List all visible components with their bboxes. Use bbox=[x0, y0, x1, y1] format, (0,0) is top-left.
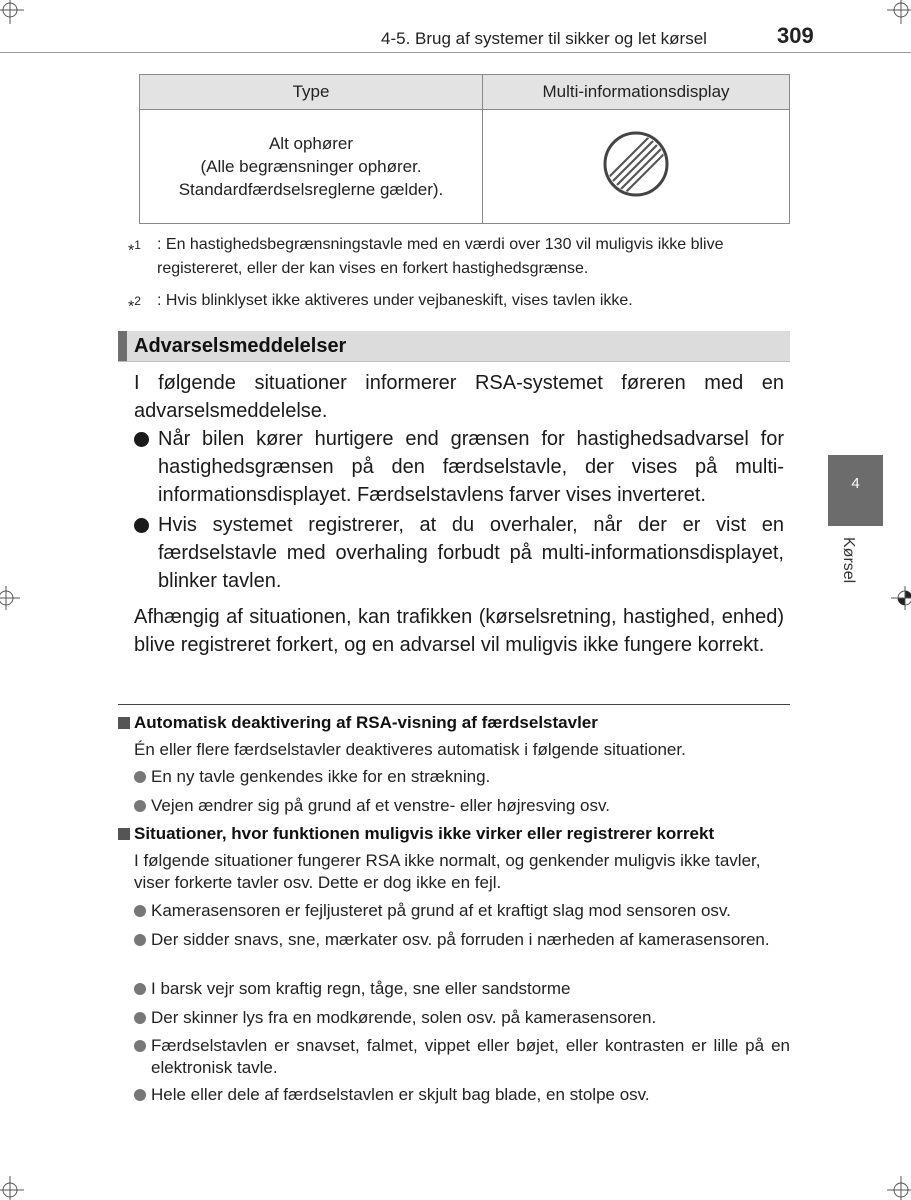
crop-mark-bottom-right bbox=[881, 1170, 911, 1200]
bullet-dot-icon bbox=[134, 934, 146, 946]
section-title: 4-5. Brug af systemer til sikker og let kørsel bbox=[381, 29, 707, 48]
list-item bbox=[134, 1084, 790, 1106]
crop-mark-bottom-left bbox=[0, 1170, 30, 1200]
crop-mark-middle-left bbox=[0, 583, 24, 613]
list-item bbox=[134, 511, 784, 595]
subsection-text: I følgende situationer fungerer RSA ikke normalt, og genkender muligvis ikke tavler, viser forkerte tavler osv. Dette er dog ikke en fejl. bbox=[134, 851, 761, 892]
bullet-dot-icon bbox=[134, 432, 149, 447]
warning-intro: I følgende situationer informerer RSA-systemet føreren med en advarselsmeddelelse. bbox=[134, 372, 784, 422]
list-item-text: Hele eller dele af færdselstavlen er skjult bag blade, en stolpe osv. bbox=[151, 1085, 650, 1104]
chapter-number: 4 bbox=[851, 475, 860, 492]
footnote-text: : En hastighedsbegrænsningstavle med en værdi over 130 vil muligvis ikke blive registereret, eller der kan vises en forkert hastighedsgrænse. bbox=[157, 236, 724, 277]
footnote-mark: * bbox=[128, 298, 135, 316]
square-bullet-icon bbox=[118, 828, 130, 840]
list-item bbox=[134, 900, 790, 922]
bullet-dot-icon bbox=[134, 1012, 146, 1024]
heading-accent-bar bbox=[118, 331, 127, 361]
bullet-dot-icon bbox=[134, 905, 146, 917]
list-item bbox=[134, 1007, 790, 1029]
bullet-dot-icon bbox=[134, 800, 146, 812]
crop-mark-top-left bbox=[0, 0, 30, 30]
header-divider bbox=[0, 52, 911, 53]
table-cell-display bbox=[483, 110, 790, 224]
section-heading-box bbox=[118, 331, 790, 362]
list-item-text: Færdselstavlen er snavset, falmet, vippet eller bøjet, eller kontrasten er lille på en elektronisk tavle. bbox=[151, 1036, 790, 1077]
footnote-1 bbox=[128, 233, 788, 281]
warning-note: Afhængig af situationen, kan trafikken (kørselsretning, hastighed, enhed) blive registreret forkert, og en advarsel vil muligvis ikke fungere korrekt. bbox=[134, 606, 784, 656]
end-of-all-restrictions-sign-icon bbox=[603, 131, 669, 203]
type-line: Alt ophører bbox=[268, 134, 354, 153]
page-number: 309 bbox=[777, 23, 814, 48]
list-item-text: Der sidder snavs, sne, mærkater osv. på forruden i nærheden af kamerasensoren. bbox=[151, 930, 770, 949]
list-item bbox=[134, 978, 790, 1000]
list-item bbox=[134, 1035, 790, 1079]
type-line: (Alle begrænsninger ophører. bbox=[200, 157, 422, 176]
list-item-text: Kamerasensoren er fejljusteret på grund af et kraftigt slag mod sensoren osv. bbox=[151, 901, 731, 920]
chapter-label: Kørsel bbox=[840, 537, 857, 584]
bullet-dot-icon bbox=[134, 1089, 146, 1101]
crop-mark-middle-right bbox=[887, 583, 911, 613]
subsection-heading-text: Situationer, hvor funktionen muligvis ikke virker eller registrerer korrekt bbox=[134, 824, 715, 843]
list-item-text: Hvis systemet registrerer, at du overhaler, når der er vist en færdselstavle med overhaling forbudt på multi-informationsdisplayet, blinker tavlen. bbox=[158, 514, 784, 592]
list-item-text: Vejen ændrer sig på grund af et venstre- eller højresving osv. bbox=[151, 796, 610, 815]
chapter-tab bbox=[828, 455, 883, 526]
footnote-2 bbox=[128, 289, 788, 316]
list-item-text: Når bilen kører hurtigere end grænsen for hastighedsadvarsel for hastighedsgrænsen på den færdselstavle, der vises på multi-informationsdisplayet. Færdselstavlens farver vises inverteret. bbox=[158, 428, 784, 506]
footnote-mark: * bbox=[128, 242, 135, 260]
subsection-text: Én eller flere færdselstavler deaktiveres automatisk i følgende situationer. bbox=[134, 740, 686, 759]
bullet-dot-icon bbox=[134, 771, 146, 783]
square-bullet-icon bbox=[118, 717, 130, 729]
table-header-row bbox=[140, 75, 790, 110]
subsection-heading-text: Automatisk deaktivering af RSA-visning af færdselstavler bbox=[134, 713, 598, 732]
list-item-text: I barsk vejr som kraftig regn, tåge, sne eller sandstorme bbox=[151, 979, 571, 998]
bullet-dot-icon bbox=[134, 518, 149, 533]
table-cell-type bbox=[140, 110, 483, 224]
bullet-dot-icon bbox=[134, 983, 146, 995]
sign-type-table bbox=[139, 74, 790, 224]
content-divider bbox=[118, 704, 790, 705]
list-item-text: En ny tavle genkendes ikke for en strækning. bbox=[151, 767, 491, 786]
footnote-text: : Hvis blinklyset ikke aktiveres under vejbaneskift, vises tavlen ikke. bbox=[157, 292, 633, 309]
list-item bbox=[134, 425, 784, 509]
subsection-heading bbox=[118, 823, 714, 845]
list-item bbox=[134, 766, 790, 788]
footnote-number: 2 bbox=[134, 294, 141, 308]
list-item-text: Der skinner lys fra en modkørende, solen osv. på kamerasensoren. bbox=[151, 1008, 657, 1027]
subsection-heading bbox=[118, 712, 598, 734]
type-line: Standardfærdselsreglerne gælder). bbox=[178, 180, 444, 199]
crop-mark-top-right bbox=[881, 0, 911, 30]
list-item bbox=[134, 795, 790, 817]
section-heading: Advarselsmeddelelser bbox=[134, 335, 347, 357]
footnote-number: 1 bbox=[134, 238, 141, 252]
list-item bbox=[134, 929, 790, 951]
table-row bbox=[140, 110, 790, 224]
bullet-dot-icon bbox=[134, 1040, 146, 1052]
table-header-display: Multi-informationsdisplay bbox=[483, 75, 790, 110]
table-header-type: Type bbox=[140, 75, 483, 110]
